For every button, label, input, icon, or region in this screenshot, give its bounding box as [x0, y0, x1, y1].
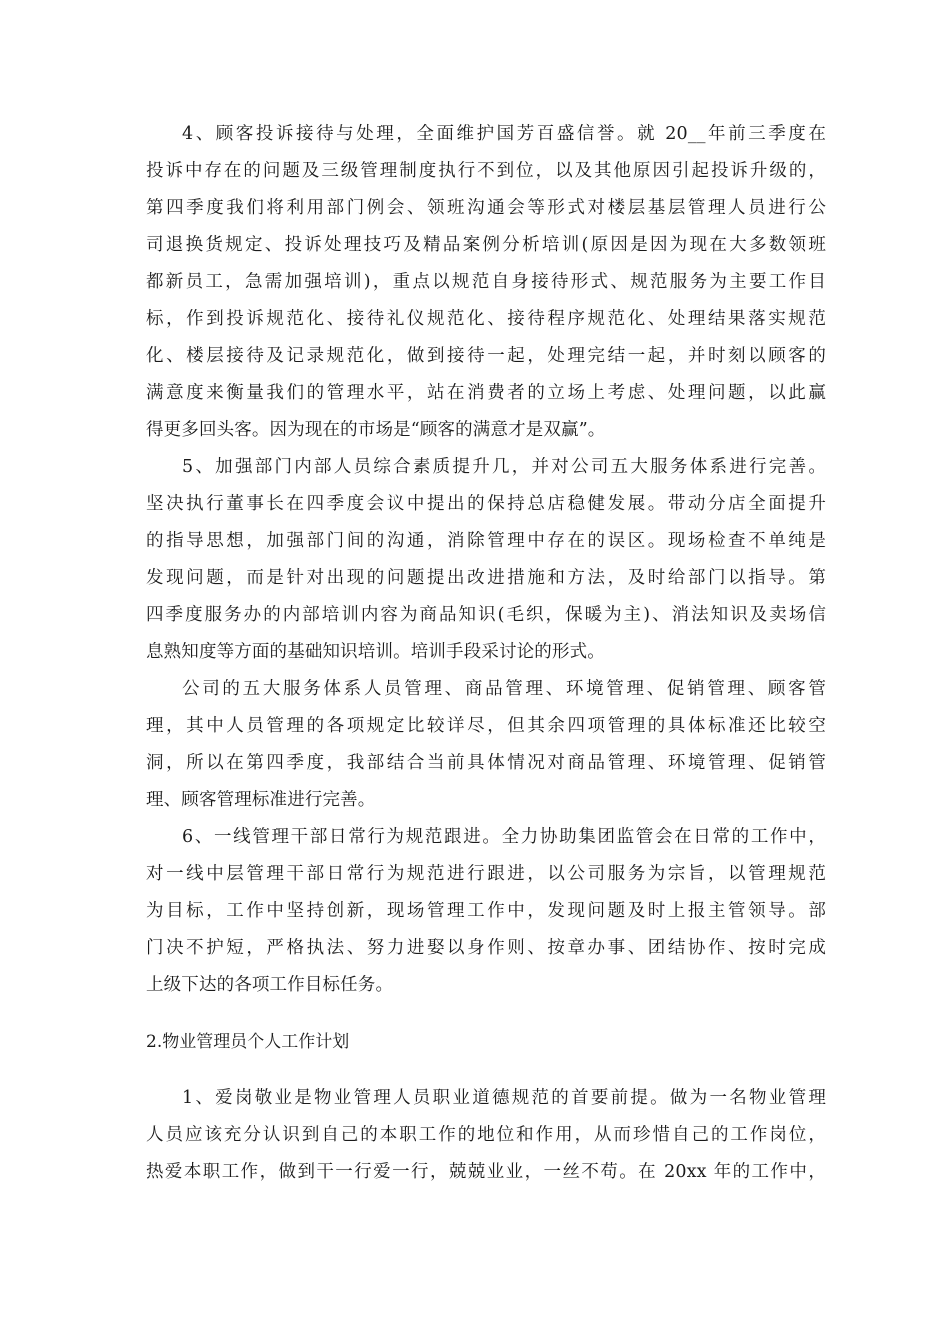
text-line: 第四季度我们将利用部门例会、领班沟通会等形式对楼层基层管理人员进行公: [146, 198, 826, 218]
text-line: 1、爱岗敬业是物业管理人员职业道德规范的首要前提。做为一名物业管理: [182, 1088, 826, 1108]
text-line: 得更多回头客。因为现在的市场是“顾客的满意才是双赢”。: [146, 420, 606, 440]
text-line: 理、顾客管理标准进行完善。: [146, 790, 376, 810]
text-line: 6、一线管理干部日常行为规范跟进。全力协助集团监管会在日常的工作中，: [182, 827, 826, 847]
text-line: 标，作到投诉规范化、接待礼仪规范化、接待程序规范化、处理结果落实规范: [146, 309, 826, 329]
text-line: 投诉中存在的问题及三级管理制度执行不到位，以及其他原因引起投诉升级的，: [146, 161, 826, 181]
paragraph-6: [146, 819, 826, 1004]
text-line: 对一线中层管理干部日常行为规范进行跟进，以公司服务为宗旨，以管理规范: [146, 864, 826, 884]
text-line: 为目标，工作中坚持创新，现场管理工作中，发现问题及时上报主管领导。部: [146, 901, 826, 921]
text-line: 洞，所以在第四季度，我部结合当前具体情况对商品管理、环境管理、促销管: [146, 753, 826, 773]
text-line: 上级下达的各项工作目标任务。: [146, 975, 394, 995]
section-heading: 2.物业管理员个人工作计划: [146, 1032, 350, 1052]
text-line: 5、加强部门内部人员综合素质提升几，并对公司五大服务体系进行完善。: [182, 457, 826, 477]
text-line: 化、楼层接待及记录规范化，做到接待一起，处理完结一起，并时刻以顾客的: [146, 346, 826, 366]
text-line: 司退换货规定、投诉处理技巧及精品案例分析培训(原因是因为现在大多数领班: [146, 235, 826, 255]
text-line: 公司的五大服务体系人员管理、商品管理、环境管理、促销管理、顾客管: [182, 679, 826, 699]
text-line: 坚决执行董事长在四季度会议中提出的保持总店稳健发展。带动分店全面提升: [146, 494, 826, 514]
text-line: 息熟知度等方面的基础知识培训。培训手段采讨论的形式。: [146, 642, 605, 662]
text-line: 人员应该充分认识到自己的本职工作的地位和作用，从而珍惜自己的工作岗位，: [146, 1125, 826, 1145]
text-line: 4、顾客投诉接待与处理，全面维护国芳百盛信誉。就 20__年前三季度在: [182, 124, 826, 144]
paragraph-five-systems: [146, 671, 826, 819]
text-line: 发现问题，而是针对出现的问题提出改进措施和方法，及时给部门以指导。第: [146, 568, 826, 588]
text-line: 四季度服务办的内部培训内容为商品知识(毛织，保暖为主)、消法知识及卖场信: [146, 605, 826, 625]
section-paragraph-1: [146, 1080, 826, 1191]
text-line: 热爱本职工作，做到干一行爱一行，兢兢业业，一丝不苟。在 20xx 年的工作中，: [146, 1162, 826, 1182]
paragraph-4: [146, 116, 826, 449]
text-line: 理，其中人员管理的各项规定比较详尽，但其余四项管理的具体标准还比较空: [146, 716, 826, 736]
text-line: 满意度来衡量我们的管理水平，站在消费者的立场上考虑、处理问题，以此赢: [146, 383, 826, 403]
text-line: 门决不护短，严格执法、努力进娶以身作则、按章办事、团结协作、按时完成: [146, 938, 826, 958]
paragraph-5: [146, 449, 826, 671]
text-line: 都新员工，急需加强培训)，重点以规范自身接待形式、规范服务为主要工作目: [146, 272, 826, 292]
text-line: 的指导思想，加强部门间的沟通，消除管理中存在的误区。现场检查不单纯是: [146, 531, 826, 551]
